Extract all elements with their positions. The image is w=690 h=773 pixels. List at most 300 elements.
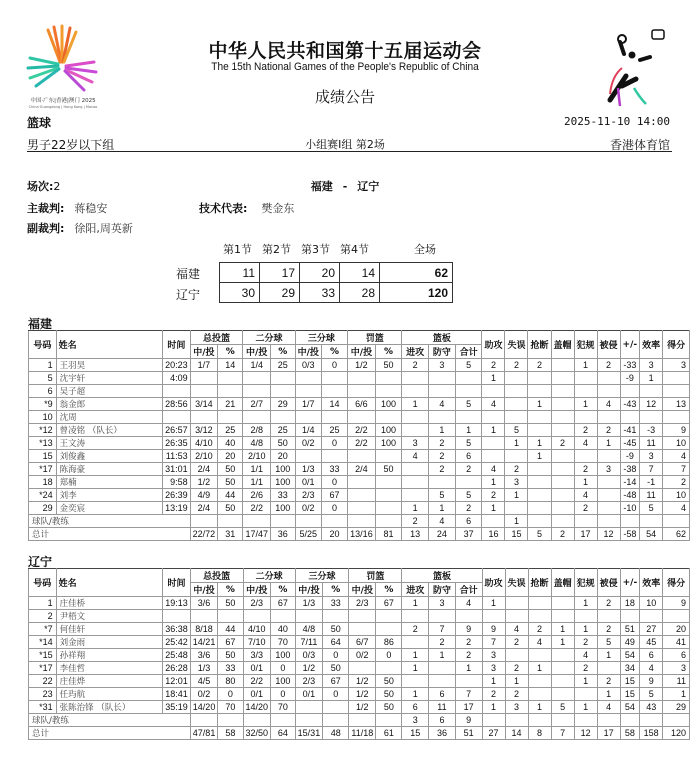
stat-dr	[428, 476, 455, 489]
stat-p2p: 0	[271, 688, 296, 701]
stat-p3p: 50	[323, 623, 349, 636]
stat-to	[505, 385, 528, 398]
team-stat-tr: 9	[455, 714, 482, 727]
stat-pm: -9	[620, 450, 640, 463]
player-name: 张陈治锋 （队长）	[56, 701, 163, 714]
stat-ftp	[376, 662, 402, 675]
stat-dr: 3	[429, 597, 456, 610]
player-minutes: 26:39	[163, 489, 191, 502]
stat-blk	[551, 385, 574, 398]
stat-dr	[428, 372, 455, 385]
score-team-home: 福建	[176, 267, 201, 281]
stat-p3p: 33	[323, 597, 349, 610]
stat-tr: 17	[455, 701, 482, 714]
stat-tr	[455, 385, 482, 398]
stat-tr: 1	[455, 662, 482, 675]
player-minutes: 26:35	[163, 437, 191, 450]
col-tot-reb: 合计	[455, 345, 482, 359]
quarter-header-3: 第3节	[301, 243, 330, 256]
player-name: 王羽昊	[56, 359, 162, 372]
team-coach-row	[29, 714, 690, 727]
stat-eff: 12	[640, 398, 663, 411]
player-number: *13	[29, 437, 57, 450]
total-fgp: 58	[218, 727, 243, 740]
stat-eff	[640, 411, 663, 424]
player-name: 庄佳桥	[56, 597, 163, 610]
stat-eff: 10	[640, 597, 663, 610]
player-row	[29, 502, 690, 515]
player-number: 1	[29, 597, 57, 610]
col-pct: %	[270, 345, 295, 359]
stat-fgp: 44	[218, 623, 243, 636]
col-tot-reb: 合计	[455, 583, 482, 597]
stat-pm: 54	[620, 649, 640, 662]
player-row	[29, 359, 690, 372]
team-title-home: 福建	[28, 317, 53, 331]
stat-pf: 1	[574, 398, 597, 411]
col-fg: 总投篮	[190, 569, 243, 583]
col-blk: 盖帽	[551, 331, 574, 359]
score-team-away: 辽宁	[176, 288, 201, 302]
stat-blk	[551, 489, 574, 502]
stat-pf: 1	[574, 623, 597, 636]
stat-tr	[455, 372, 482, 385]
player-name: 尹梧文	[56, 610, 163, 623]
stat-pm: -41	[620, 424, 640, 437]
stat-pts: 9	[663, 424, 690, 437]
total-tr: 51	[455, 727, 482, 740]
player-row	[29, 675, 690, 688]
stat-fd: 2	[597, 597, 620, 610]
stat-stl	[528, 502, 551, 515]
team-stat-eff	[640, 714, 663, 727]
stat-fgp: 0	[218, 688, 243, 701]
player-number: 5	[29, 372, 57, 385]
stat-dr: 4	[428, 398, 455, 411]
stat-p2: 14/20	[243, 701, 271, 714]
col-made-att: 中/投	[295, 583, 323, 597]
referee-label: 主裁判:	[27, 202, 65, 215]
player-row	[29, 701, 690, 714]
stat-fg: 3/6	[190, 597, 218, 610]
stat-eff: 27	[640, 623, 663, 636]
col-pf: 犯规	[574, 569, 597, 597]
stat-p2p: 25	[270, 424, 295, 437]
stat-fd: 2	[597, 359, 620, 372]
team-stat-p3	[295, 714, 323, 727]
player-number: *17	[29, 463, 57, 476]
stat-pts: 4	[663, 502, 690, 515]
stat-ftp	[375, 489, 402, 502]
stat-p2: 4/10	[243, 623, 271, 636]
col-pm: +/-	[620, 569, 640, 597]
score-cell: 28	[340, 283, 380, 303]
stat-or: 1	[402, 502, 429, 515]
stat-p3p: 67	[323, 675, 349, 688]
score-cell: 14	[340, 263, 380, 283]
stat-p3: 0/1	[295, 688, 323, 701]
stat-eff: -3	[640, 424, 663, 437]
stat-pf: 1	[574, 597, 597, 610]
stat-p2p: 25	[270, 359, 295, 372]
stat-p3p	[321, 385, 347, 398]
stat-or	[402, 610, 429, 623]
player-row	[29, 636, 690, 649]
stat-fgp: 44	[218, 489, 243, 502]
stat-pf: 1	[574, 476, 597, 489]
stat-eff: 5	[640, 502, 663, 515]
player-name: 任玙航	[56, 688, 163, 701]
stat-ft: 1/2	[349, 675, 376, 688]
total-or: 15	[402, 727, 429, 740]
total-ft: 11/18	[349, 727, 376, 740]
stat-ftp: 100	[375, 398, 402, 411]
stat-dr	[428, 411, 455, 424]
stat-p2: 0/1	[243, 662, 271, 675]
stat-fg	[190, 372, 218, 385]
stat-fd: 2	[597, 424, 620, 437]
player-row	[29, 623, 690, 636]
stat-tr	[455, 610, 482, 623]
stat-ft	[348, 476, 376, 489]
stat-p2	[243, 411, 271, 424]
col-made-att: 中/投	[190, 583, 218, 597]
stat-pts: 3	[663, 662, 690, 675]
stat-p2	[243, 385, 271, 398]
stat-ftp: 67	[376, 597, 402, 610]
stat-fgp	[218, 411, 243, 424]
col-off-reb: 进攻	[402, 583, 429, 597]
col-name: 姓名	[56, 331, 162, 359]
stat-fgp: 33	[218, 662, 243, 675]
stat-p2p: 20	[270, 450, 295, 463]
total-p3: 5/25	[295, 528, 321, 541]
stat-ft	[348, 489, 376, 502]
stat-dr: 2	[428, 437, 455, 450]
player-number: *31	[29, 701, 57, 714]
player-name: 沈宇轩	[56, 372, 162, 385]
stat-p2: 2/2	[243, 675, 271, 688]
stat-fgp	[218, 610, 243, 623]
stat-blk	[551, 450, 574, 463]
stat-p3	[295, 372, 321, 385]
stat-eff: 6	[640, 649, 663, 662]
player-number: 29	[29, 502, 57, 515]
stat-tr: 6	[455, 450, 482, 463]
matchup-separator: -	[342, 180, 348, 193]
player-number: *15	[29, 649, 57, 662]
stat-eff: -1	[640, 476, 663, 489]
player-row	[29, 450, 690, 463]
col-fd: 被侵	[597, 569, 620, 597]
stat-fgp: 40	[218, 437, 243, 450]
total-ft: 13/16	[348, 528, 376, 541]
stat-p2	[243, 610, 271, 623]
total-eff: 54	[640, 528, 663, 541]
stat-blk	[551, 476, 574, 489]
player-number: 23	[29, 688, 57, 701]
stat-p2p: 100	[271, 649, 296, 662]
stat-fg: 14/21	[190, 636, 218, 649]
stat-fg	[190, 385, 218, 398]
total-ftp: 81	[375, 528, 402, 541]
stat-dr: 5	[428, 489, 455, 502]
stat-ft: 2/4	[348, 463, 376, 476]
stat-ast: 2	[482, 489, 505, 502]
col-made-att: 中/投	[349, 583, 376, 597]
player-minutes: 11:53	[163, 450, 191, 463]
team-coach-label: 球队/教练	[29, 714, 191, 727]
stat-ft: 2/2	[348, 437, 376, 450]
team-stat-ft	[349, 714, 376, 727]
stat-p2: 0/1	[243, 688, 271, 701]
match-number-label: 场次:	[27, 180, 54, 193]
stat-pf: 1	[574, 675, 597, 688]
player-row	[29, 372, 690, 385]
stat-p3	[295, 411, 321, 424]
stat-p2p: 100	[270, 476, 295, 489]
team-stat-pm	[620, 515, 640, 528]
stat-p2: 1/4	[243, 359, 271, 372]
stat-blk	[551, 649, 574, 662]
stat-ast	[482, 411, 505, 424]
total-fd: 17	[597, 727, 620, 740]
stat-p3p: 50	[323, 662, 349, 675]
stat-blk	[551, 372, 574, 385]
stat-pts: 6	[663, 649, 690, 662]
stat-pts	[663, 411, 690, 424]
player-row	[29, 385, 690, 398]
stat-ft	[349, 662, 376, 675]
player-row	[29, 476, 690, 489]
stat-stl	[528, 597, 551, 610]
total-fd: 12	[597, 528, 620, 541]
stat-or: 2	[402, 359, 429, 372]
stat-pts	[663, 385, 690, 398]
stat-ast: 3	[482, 649, 505, 662]
games-title: 中华人民共和国第十五届运动会	[208, 40, 482, 62]
stat-fd: 4	[597, 398, 620, 411]
event-group: 男子22岁以下组	[27, 138, 115, 152]
player-minutes: 26:28	[163, 662, 191, 675]
stat-p3p	[321, 372, 347, 385]
stat-p2p	[270, 372, 295, 385]
player-minutes	[163, 411, 191, 424]
total-p2: 32/50	[243, 727, 271, 740]
total-ftp: 61	[376, 727, 402, 740]
stat-fg: 2/4	[190, 502, 218, 515]
player-minutes: 26:57	[163, 424, 191, 437]
stat-p3p	[321, 450, 347, 463]
score-cell: 33	[300, 283, 340, 303]
stat-pf: 2	[574, 662, 597, 675]
stat-to: 2	[505, 463, 528, 476]
stat-pm: 18	[620, 597, 640, 610]
stat-pf: 4	[574, 649, 597, 662]
stat-tr: 5	[455, 437, 482, 450]
stat-fd	[597, 502, 620, 515]
stat-ftp	[376, 623, 402, 636]
total-pm: -58	[620, 528, 640, 541]
games-title-en: The 15th National Games of the People's Republic of China	[211, 61, 479, 73]
stat-fg: 4/10	[190, 437, 218, 450]
col-pm: +/-	[620, 331, 640, 359]
total-p3: 15/31	[295, 727, 323, 740]
stat-p2: 2/8	[243, 424, 271, 437]
stat-fgp	[218, 372, 243, 385]
player-minutes: 19:13	[163, 597, 191, 610]
match-number-value: 2	[53, 180, 61, 193]
player-name: 庄佳烨	[56, 675, 163, 688]
stat-stl	[528, 675, 551, 688]
stat-pm: 49	[620, 636, 640, 649]
stat-dr: 1	[429, 649, 456, 662]
referee-row	[27, 200, 107, 216]
stat-stl: 1	[528, 437, 551, 450]
col-rebounds: 篮板	[402, 331, 482, 345]
stat-p2p: 100	[271, 675, 296, 688]
player-row	[29, 463, 690, 476]
total-tr: 37	[455, 528, 482, 541]
stat-pm	[620, 385, 640, 398]
team-stat-ft	[348, 515, 376, 528]
player-minutes: 25:48	[163, 649, 191, 662]
stat-fgp: 21	[218, 398, 243, 411]
stat-pf	[574, 610, 597, 623]
total-p2: 17/47	[243, 528, 271, 541]
stat-ft	[349, 623, 376, 636]
col-to: 失误	[505, 331, 528, 359]
stat-ftp: 50	[375, 463, 402, 476]
stat-dr	[429, 675, 456, 688]
stat-ftp: 100	[375, 424, 402, 437]
col-eff: 效率	[640, 569, 663, 597]
stat-tr: 2	[455, 502, 482, 515]
quarter-header-total: 全场	[414, 243, 436, 256]
col-time: 时间	[163, 331, 191, 359]
stat-p3p	[321, 411, 347, 424]
stat-or: 1	[402, 597, 429, 610]
stat-p2p: 70	[271, 701, 296, 714]
stat-or: 2	[402, 623, 429, 636]
stat-p3: 1/7	[295, 398, 321, 411]
player-minutes: 4:09	[163, 372, 191, 385]
stat-p2: 4/8	[243, 437, 271, 450]
stat-p2: 2/2	[243, 502, 271, 515]
stat-stl	[528, 610, 551, 623]
player-name: 刘金雨	[56, 636, 163, 649]
stat-pm: -10	[620, 502, 640, 515]
stat-pts	[663, 610, 690, 623]
stat-fgp: 14	[218, 359, 243, 372]
quarter-score-table	[219, 262, 453, 303]
total-pf: 17	[574, 528, 597, 541]
col-ast: 助攻	[482, 569, 505, 597]
player-minutes: 31:01	[163, 463, 191, 476]
player-minutes: 25:42	[163, 636, 191, 649]
stat-p3: 0/1	[295, 476, 321, 489]
team-stat-stl	[528, 515, 551, 528]
player-row	[29, 688, 690, 701]
stat-pf	[574, 450, 597, 463]
stat-p3	[295, 701, 323, 714]
stat-pf	[574, 411, 597, 424]
stat-eff: 43	[640, 701, 663, 714]
score-row-away	[220, 283, 453, 303]
stat-ftp	[375, 385, 402, 398]
col-pct: %	[375, 345, 402, 359]
stat-pm: 15	[620, 688, 640, 701]
stat-fgp	[218, 385, 243, 398]
stat-to: 1	[505, 489, 528, 502]
stat-ast	[482, 385, 505, 398]
stat-pts: 1	[663, 688, 690, 701]
referee-name: 蒋稳安	[74, 202, 108, 215]
stat-tr: 5	[455, 359, 482, 372]
venue-label: 香港体育馆	[609, 138, 670, 152]
team-stat-dr: 4	[428, 515, 455, 528]
stat-eff: 5	[640, 688, 663, 701]
tech-rep-name: 樊金东	[261, 202, 295, 215]
stat-to: 2	[505, 688, 528, 701]
stat-eff: 7	[640, 463, 663, 476]
stat-fd	[597, 610, 620, 623]
stat-dr: 2	[429, 636, 456, 649]
stat-ast: 1	[482, 597, 505, 610]
player-row	[29, 489, 690, 502]
totals-row	[29, 528, 690, 541]
stat-dr: 1	[428, 424, 455, 437]
stat-p2p: 0	[271, 662, 296, 675]
col-off-reb: 进攻	[402, 345, 429, 359]
home-team-name: 福建	[310, 180, 333, 193]
stat-blk: 5	[551, 701, 574, 714]
stat-or: 1	[402, 649, 429, 662]
team-stat-dr: 6	[429, 714, 456, 727]
stat-ft: 2/2	[348, 424, 376, 437]
stat-ft: 6/6	[348, 398, 376, 411]
team-stat-pts	[663, 515, 690, 528]
col-made-att: 中/投	[348, 345, 376, 359]
stat-blk	[551, 597, 574, 610]
stat-ast: 1	[482, 372, 505, 385]
stat-or	[402, 636, 429, 649]
umpires-names: 徐阳,周英新	[74, 222, 133, 235]
stat-fgp: 50	[218, 649, 243, 662]
col-made-att: 中/投	[243, 345, 271, 359]
team-stat-to: 1	[505, 515, 528, 528]
player-minutes: 9:58	[163, 476, 191, 489]
player-number: *12	[29, 424, 57, 437]
stat-ft	[348, 502, 376, 515]
stat-eff	[640, 610, 663, 623]
stat-blk: 2	[551, 437, 574, 450]
stat-fg	[190, 610, 218, 623]
stat-pm: 15	[620, 675, 640, 688]
col-pct: %	[323, 583, 349, 597]
score-cell: 11	[220, 263, 260, 283]
stat-blk	[551, 463, 574, 476]
col-def-reb: 防守	[429, 583, 456, 597]
total-to: 14	[505, 727, 528, 740]
stat-tr	[455, 476, 482, 489]
stat-ft: 1/2	[349, 688, 376, 701]
stat-p3: 7/11	[295, 636, 323, 649]
total-pm: 58	[620, 727, 640, 740]
stat-ft: 0/2	[349, 649, 376, 662]
player-row	[29, 662, 690, 675]
stat-p2p	[271, 610, 296, 623]
